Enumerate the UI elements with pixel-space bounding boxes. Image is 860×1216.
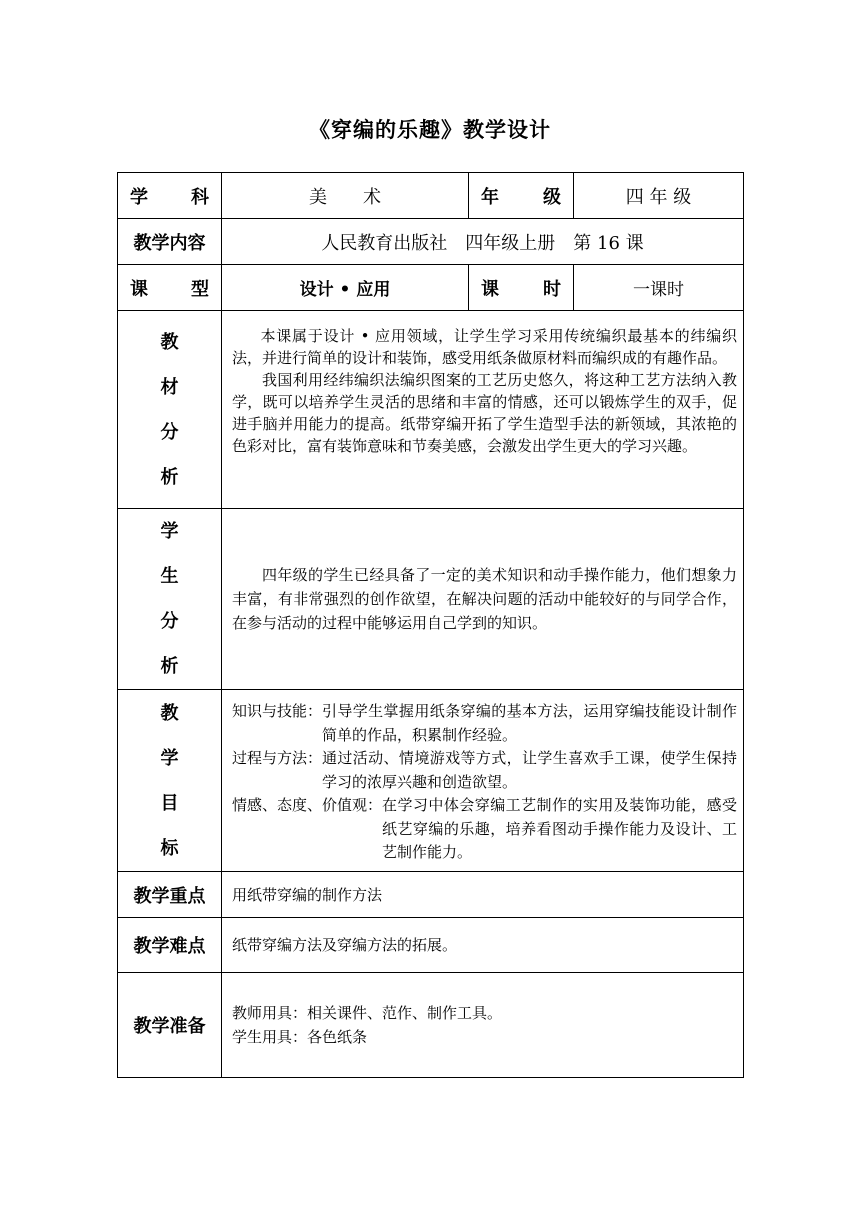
material-label-char: 材 xyxy=(160,376,179,398)
subject-label-char: 学 xyxy=(130,186,148,208)
goal-text: 在学习中体会穿编工艺制作的实用及装饰功能，感受纸艺穿编的乐趣，培养看图动手操作能力及设计、工艺制作能力。 xyxy=(382,796,737,861)
students-label-char: 分 xyxy=(160,611,179,632)
preparation-row xyxy=(118,973,744,1078)
goals-label xyxy=(118,690,222,872)
students-label-char: 学 xyxy=(160,521,179,542)
material-label xyxy=(118,311,222,509)
material-analysis xyxy=(222,311,744,509)
grade-value: 四 年 级 xyxy=(574,173,744,219)
teaching-goals xyxy=(222,690,744,872)
material-label-char: 析 xyxy=(160,466,179,488)
difficulty-label: 教学难点 xyxy=(118,918,222,973)
key-point-label: 教学重点 xyxy=(118,872,222,918)
students-analysis xyxy=(222,509,744,690)
content-value: 人民教育出版社 四年级上册 第 16 课 xyxy=(222,219,744,265)
goal-label: 情感、态度、价值观： xyxy=(232,796,383,814)
preparation-label: 教学准备 xyxy=(118,973,222,1078)
students-label xyxy=(118,509,222,690)
material-row xyxy=(118,311,744,509)
period-label-cell xyxy=(469,265,574,311)
grade-label-cell xyxy=(469,173,574,219)
grade-label-char: 年 xyxy=(481,186,499,208)
goals-row xyxy=(118,690,744,872)
goal-label: 知识与技能： xyxy=(232,702,323,720)
grade-label-char: 级 xyxy=(543,186,561,208)
key-point-value: 用纸带穿编的制作方法 xyxy=(222,872,744,918)
content-label: 教学内容 xyxy=(118,219,222,265)
difficulty-value: 纸带穿编方法及穿编方法的拓展。 xyxy=(222,918,744,973)
goal-label: 过程与方法： xyxy=(232,749,323,767)
lesson-plan-table xyxy=(117,172,744,1078)
goals-label-char: 标 xyxy=(160,837,179,859)
goals-label-char: 目 xyxy=(160,792,179,814)
subject-value: 美 术 xyxy=(222,173,469,219)
subject-label-char: 科 xyxy=(191,186,209,208)
goal-text: 通过活动、情境游戏等方式，让学生喜欢手工课，使学生保持学习的浓厚兴趣和创造欲望。 xyxy=(322,749,737,791)
students-label-char: 析 xyxy=(160,656,179,677)
period-label-char: 课 xyxy=(481,278,499,300)
preparation-line: 学生用具：各色纸条 xyxy=(232,1028,368,1046)
goal-item xyxy=(232,700,737,747)
page-title: 《穿编的乐趣》教学设计 xyxy=(309,118,551,142)
type-row xyxy=(118,265,744,311)
goal-item xyxy=(232,794,737,865)
subject-row xyxy=(118,173,744,219)
goal-item xyxy=(232,747,737,794)
students-paragraph: 四年级的学生已经具备了一定的美术知识和动手操作能力，他们想象力丰富，有非常强烈的创作欲望，在解决问题的活动中能较好的与同学合作，在参与活动的过程中能够运用自己学到的知识。 xyxy=(232,566,737,632)
preparation-line: 教师用具：相关课件、范作、制作工具。 xyxy=(232,1004,503,1022)
material-label-char: 分 xyxy=(160,421,179,443)
preparation-value xyxy=(222,973,744,1078)
difficulty-row xyxy=(118,918,744,973)
material-paragraph: 我国利用经纬编织法编织图案的工艺历史悠久，将这种工艺方法纳入教学，既可以培养学生灵活的思绪和丰富的情感，还可以锻炼学生的双手，促进手脑并用能力的提高。纸带穿编开拓了学生造型手法的新领域，其浓艳的色彩对比，富有装饰意味和节奏美感，会激发出学生更大的学习兴趣。 xyxy=(232,371,737,455)
period-value: 一课时 xyxy=(574,265,744,311)
goals-label-char: 教 xyxy=(160,702,179,724)
material-paragraph: 本课属于设计 • 应用领域，让学生学习采用传统编织最基本的纬编织法，并进行简单的设计和装饰，感受用纸条做原材料而编织成的有趣作品。 xyxy=(232,327,737,367)
goal-text: 引导学生掌握用纸条穿编的基本方法，运用穿编技能设计制作简单的作品，积累制作经验。 xyxy=(322,702,737,744)
period-label-char: 时 xyxy=(543,278,561,300)
key-point-row xyxy=(118,872,744,918)
type-label-char: 课 xyxy=(130,278,148,300)
students-row xyxy=(118,509,744,690)
type-value: 设计 • 应用 xyxy=(222,265,469,311)
material-label-char: 教 xyxy=(160,331,179,353)
content-row xyxy=(118,219,744,265)
goals-label-char: 学 xyxy=(160,747,179,769)
type-label-cell xyxy=(118,265,222,311)
type-label-char: 型 xyxy=(191,278,209,300)
students-label-char: 生 xyxy=(160,566,179,587)
subject-label-cell xyxy=(118,173,222,219)
